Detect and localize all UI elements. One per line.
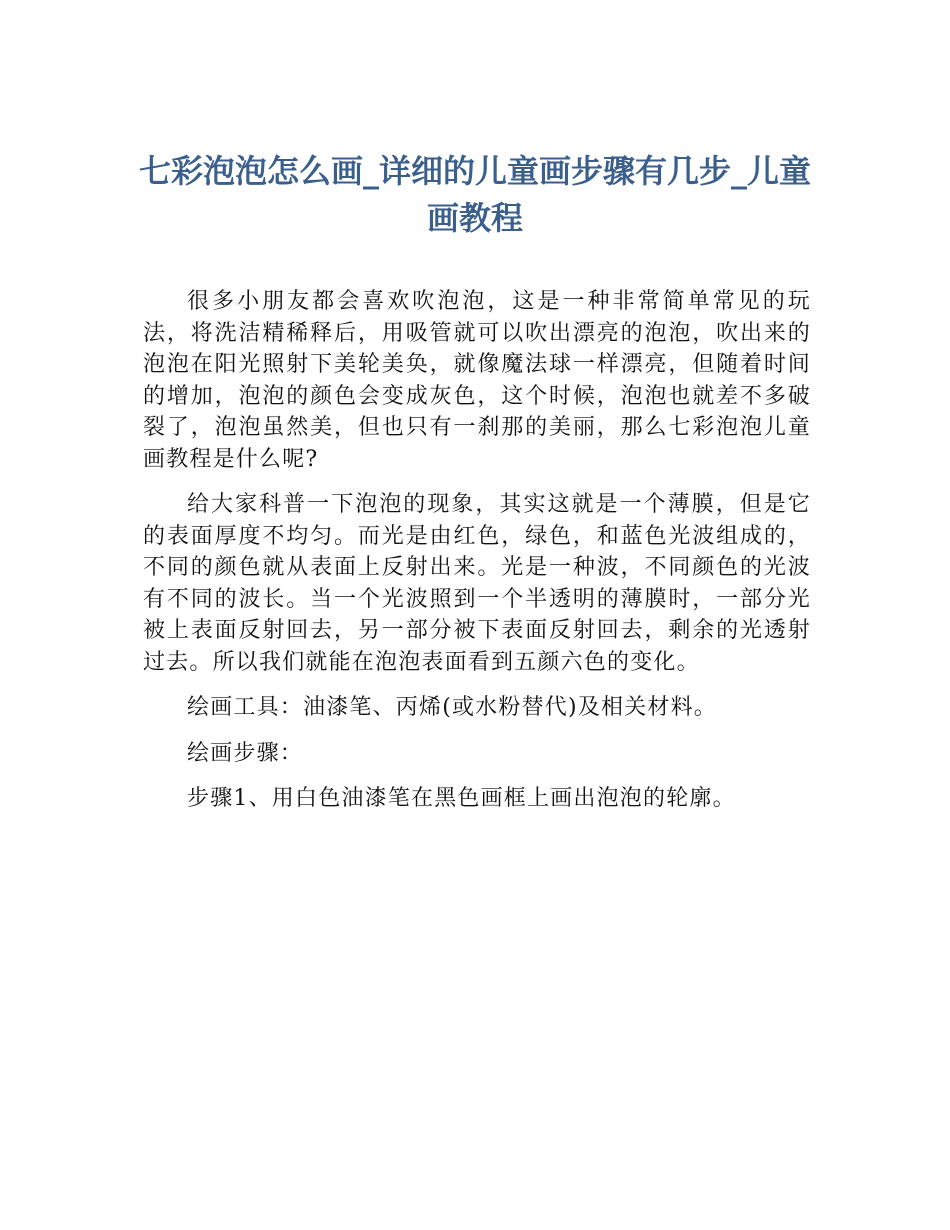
paragraph-step-1: 步骤1、用白色油漆笔在黑色画框上画出泡泡的轮廓。: [187, 786, 736, 811]
document-body: [143, 286, 811, 829]
paragraph-steps-heading: 绘画步骤：: [187, 740, 304, 766]
paragraph-tools: 绘画工具：油漆笔、丙烯(或水粉替代)及相关材料。: [187, 695, 717, 720]
paragraph-science: 给大家科普一下泡泡的现象，其实这就是一个薄膜，但是它的表面厚度不均匀。而光是由红色，绿色，和蓝色光波组成的，不同的颜色就从表面上反射出来。光是一种波，不同颜色的光波有不同的波长。当一个光波照到一个半透明的薄膜时，一部分光被上表面反射回去，另一部分被下表面反射回去，剩余的光透射过去。所以我们就能在泡泡表面看到五颜六色的变化。: [143, 492, 811, 675]
document-title: 七彩泡泡怎么画_详细的儿童画步骤有几步_儿童画教程: [138, 152, 811, 237]
paragraph-intro: 很多小朋友都会喜欢吹泡泡，这是一种非常简单常见的玩法，将洗洁精稀释后，用吸管就可以吹出漂亮的泡泡，吹出来的泡泡在阳光照射下美轮美奂，就像魔法球一样漂亮，但随着时间的增加，泡泡的颜色会变成灰色，这个时候，泡泡也就差不多破裂了，泡泡虽然美，但也只有一刹那的美丽，那么七彩泡泡儿童画教程是什么呢?: [143, 289, 811, 472]
